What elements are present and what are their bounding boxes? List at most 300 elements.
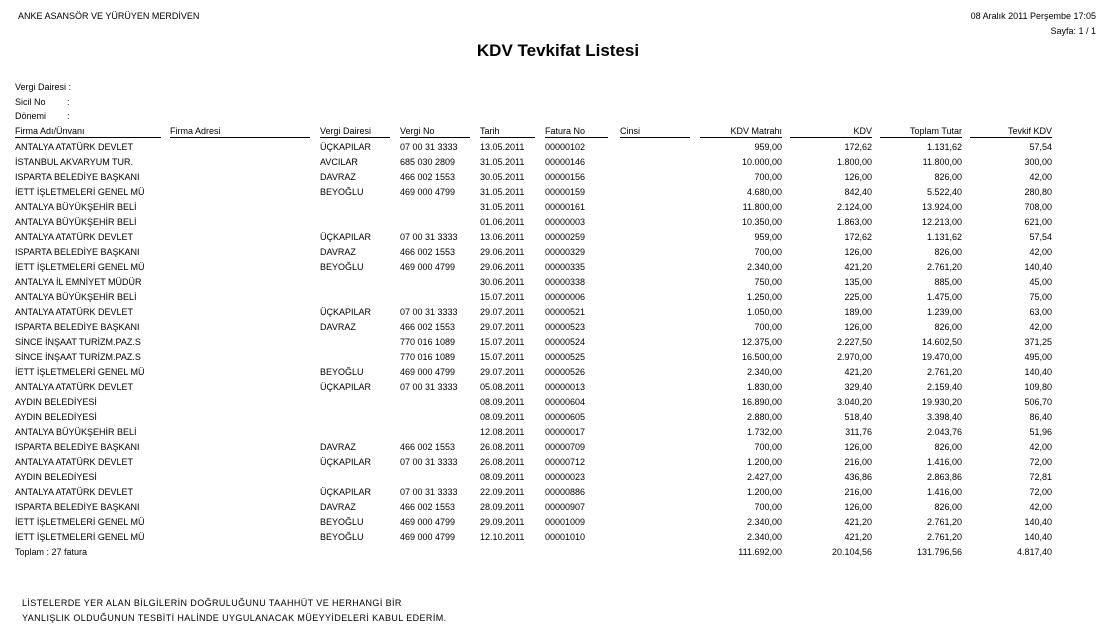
- cell-tevkif-kdv: 621,00: [1024, 217, 1052, 227]
- cell-firma-adi: İETT İŞLETMELERİ GENEL MÜ: [15, 367, 145, 377]
- col-toplam-tutar: Toplam Tutar: [880, 125, 962, 138]
- cell-tevkif-kdv: 300,00: [1024, 157, 1052, 167]
- cell-kdv: 421,20: [844, 367, 872, 377]
- cell-firma-adi: ANTALYA BÜYÜKŞEHİR BELİ: [15, 292, 137, 302]
- cell-kdv: 225,00: [844, 292, 872, 302]
- cell-kdv: 311,76: [845, 427, 872, 437]
- cell-tevkif-kdv: 72,00: [1029, 457, 1052, 467]
- cell-tarih: 12.08.2011: [480, 427, 525, 437]
- cell-cinsi: [620, 305, 690, 320]
- table-row: [0, 425, 1108, 440]
- cell-fatura-no: 00000146: [545, 157, 586, 167]
- cell-kdv-matrahi: 1.732,00: [746, 427, 782, 437]
- table-row: [0, 350, 1108, 365]
- cell-kdv-matrahi: 4.680,00: [746, 187, 782, 197]
- cell-tevkif-kdv: 42,00: [1029, 442, 1052, 452]
- cell-toplam-tutar: 1.131,62: [926, 232, 962, 242]
- table-row: [0, 185, 1108, 200]
- cell-toplam-tutar: 826,00: [934, 172, 962, 182]
- cell-tevkif-kdv: 72,00: [1029, 487, 1052, 497]
- cell-kdv: 2.227,50: [836, 337, 872, 347]
- cell-firma-adi: ISPARTA BELEDİYE BAŞKANI: [15, 322, 140, 332]
- cell-vergi-dairesi: [320, 350, 395, 365]
- cell-tarih: 29.07.2011: [480, 307, 525, 317]
- cell-kdv-matrahi: 700,00: [754, 442, 782, 452]
- cell-vergi-no: [400, 395, 475, 410]
- cell-tarih: 29.06.2011: [480, 262, 525, 272]
- cell-tarih: 13.06.2011: [480, 232, 525, 242]
- cell-cinsi: [620, 350, 690, 365]
- cell-tevkif-kdv: 45,00: [1029, 277, 1052, 287]
- total-toplam-tutar: 131.796,56: [916, 547, 962, 557]
- cell-firma-adi: İSTANBUL AKVARYUM TUR.: [15, 157, 134, 167]
- cell-tarih: 31.05.2011: [480, 157, 525, 167]
- cell-firma-adresi: [170, 515, 310, 530]
- cell-cinsi: [620, 245, 690, 260]
- col-tarih: Tarih: [480, 125, 535, 138]
- cell-toplam-tutar: 1.416,00: [926, 457, 962, 467]
- table-row: [0, 260, 1108, 275]
- table-row: [0, 290, 1108, 305]
- cell-kdv: 842,40: [844, 187, 872, 197]
- cell-fatura-no: 00000013: [545, 382, 586, 392]
- cell-vergi-dairesi: [320, 470, 395, 485]
- cell-firma-adi: ANTALYA İL EMNİYET MÜDÜR: [15, 277, 142, 287]
- cell-firma-adi: ANTALYA ATATÜRK DEVLET: [15, 142, 134, 152]
- cell-firma-adi: ANTALYA BÜYÜKŞEHİR BELİ: [15, 217, 137, 227]
- cell-tevkif-kdv: 708,00: [1024, 202, 1052, 212]
- cell-vergi-dairesi: BEYOĞLU: [320, 367, 364, 377]
- cell-vergi-no: 469 000 4799: [400, 262, 456, 272]
- table-row: [0, 335, 1108, 350]
- cell-firma-adresi: [170, 455, 310, 470]
- cell-vergi-no: 469 000 4799: [400, 517, 456, 527]
- cell-toplam-tutar: 2.761,20: [926, 532, 962, 542]
- cell-cinsi: [620, 170, 690, 185]
- cell-kdv: 2.124,00: [836, 202, 872, 212]
- table-row: [0, 455, 1108, 470]
- cell-cinsi: [620, 215, 690, 230]
- cell-tevkif-kdv: 495,00: [1024, 352, 1052, 362]
- table-row: [0, 200, 1108, 215]
- cell-toplam-tutar: 1.239,00: [926, 307, 962, 317]
- cell-cinsi: [620, 410, 690, 425]
- cell-vergi-dairesi: ÜÇKAPILAR: [320, 457, 372, 467]
- cell-toplam-tutar: 2.761,20: [926, 367, 962, 377]
- cell-fatura-no: 00000329: [545, 247, 586, 257]
- cell-tarih: 12.10.2011: [480, 532, 525, 542]
- cell-vergi-dairesi: [320, 290, 395, 305]
- cell-firma-adresi: [170, 470, 310, 485]
- table-row: [0, 530, 1108, 545]
- cell-kdv: 421,20: [844, 517, 872, 527]
- cell-vergi-no: 07 00 31 3333: [400, 232, 458, 242]
- table-row: [0, 380, 1108, 395]
- cell-vergi-dairesi: [320, 410, 395, 425]
- table-row: [0, 140, 1108, 155]
- cell-tevkif-kdv: 109,80: [1024, 382, 1052, 392]
- cell-vergi-dairesi: [320, 395, 395, 410]
- cell-tarih: 29.07.2011: [480, 367, 525, 377]
- cell-tarih: 31.05.2011: [480, 187, 525, 197]
- cell-tarih: 26.08.2011: [480, 457, 525, 467]
- cell-vergi-no: [400, 410, 475, 425]
- cell-cinsi: [620, 230, 690, 245]
- cell-firma-adi: AYDIN BELEDİYESİ: [15, 397, 97, 407]
- cell-firma-adresi: [170, 290, 310, 305]
- table-row: [0, 230, 1108, 245]
- cell-tevkif-kdv: 140,40: [1024, 532, 1052, 542]
- cell-firma-adresi: [170, 350, 310, 365]
- cell-toplam-tutar: 2.863,86: [926, 472, 962, 482]
- col-firma-adresi: Firma Adresi: [170, 125, 310, 138]
- meta-value: :: [67, 111, 70, 121]
- cell-tarih: 26.08.2011: [480, 442, 525, 452]
- cell-vergi-no: [400, 290, 475, 305]
- cell-fatura-no: 00000161: [545, 202, 586, 212]
- cell-cinsi: [620, 290, 690, 305]
- cell-vergi-no: 07 00 31 3333: [400, 382, 458, 392]
- cell-kdv-matrahi: 700,00: [754, 322, 782, 332]
- cell-firma-adresi: [170, 530, 310, 545]
- cell-tarih: 28.09.2011: [480, 502, 525, 512]
- cell-tevkif-kdv: 51,96: [1029, 427, 1052, 437]
- page-number: Sayfa: 1 / 1: [1050, 26, 1096, 36]
- cell-vergi-dairesi: ÜÇKAPILAR: [320, 382, 372, 392]
- cell-vergi-dairesi: AVCILAR: [320, 157, 358, 167]
- table-row: [0, 365, 1108, 380]
- cell-kdv: 216,00: [844, 487, 872, 497]
- cell-tevkif-kdv: 140,40: [1024, 262, 1052, 272]
- cell-firma-adi: ANTALYA ATATÜRK DEVLET: [15, 232, 134, 242]
- meta-donemi: [15, 111, 70, 121]
- cell-vergi-no: 07 00 31 3333: [400, 457, 458, 467]
- cell-firma-adresi: [170, 185, 310, 200]
- total-kdv-matrahi: 111.692,00: [738, 547, 782, 557]
- meta-label: Sicil No: [15, 97, 46, 107]
- declaration-line-1: LİSTELERDE YER ALAN BİLGİLERİN DOĞRULUĞUNU TAAHHÜT VE HERHANGİ BİR: [22, 598, 402, 608]
- cell-toplam-tutar: 826,00: [934, 442, 962, 452]
- cell-firma-adresi: [170, 395, 310, 410]
- cell-firma-adresi: [170, 320, 310, 335]
- cell-tarih: 29.06.2011: [480, 247, 525, 257]
- cell-firma-adi: İETT İŞLETMELERİ GENEL MÜ: [15, 517, 145, 527]
- table-row: [0, 410, 1108, 425]
- cell-vergi-dairesi: DAVRAZ: [320, 502, 356, 512]
- cell-tevkif-kdv: 57,54: [1029, 142, 1052, 152]
- cell-vergi-dairesi: ÜÇKAPILAR: [320, 232, 372, 242]
- cell-vergi-no: 685 030 2809: [400, 157, 456, 167]
- cell-toplam-tutar: 826,00: [934, 502, 962, 512]
- cell-vergi-dairesi: BEYOĞLU: [320, 187, 364, 197]
- cell-kdv: 1.800,00: [836, 157, 872, 167]
- cell-toplam-tutar: 2.043,76: [926, 427, 962, 437]
- cell-fatura-no: 00000907: [545, 502, 586, 512]
- cell-fatura-no: 00000605: [545, 412, 586, 422]
- cell-kdv-matrahi: 1.250,00: [746, 292, 782, 302]
- cell-tarih: 22.09.2011: [480, 487, 525, 497]
- cell-firma-adresi: [170, 305, 310, 320]
- declaration-footer: [22, 596, 447, 626]
- cell-cinsi: [620, 155, 690, 170]
- cell-vergi-dairesi: ÜÇKAPILAR: [320, 142, 372, 152]
- cell-vergi-no: 07 00 31 3333: [400, 487, 458, 497]
- cell-toplam-tutar: 1.416,00: [926, 487, 962, 497]
- cell-kdv-matrahi: 1.200,00: [746, 457, 782, 467]
- table-row: [0, 320, 1108, 335]
- table-row: [0, 395, 1108, 410]
- cell-kdv-matrahi: 2.340,00: [746, 262, 782, 272]
- cell-vergi-dairesi: BEYOĞLU: [320, 262, 364, 272]
- cell-tarih: 15.07.2011: [480, 352, 525, 362]
- cell-kdv: 172,62: [844, 142, 872, 152]
- table-body: [0, 140, 1108, 545]
- total-kdv: 20.104,56: [831, 547, 872, 557]
- cell-tevkif-kdv: 75,00: [1029, 292, 1052, 302]
- cell-firma-adi: ANTALYA ATATÜRK DEVLET: [15, 307, 134, 317]
- cell-fatura-no: 00000006: [545, 292, 586, 302]
- table-row: [0, 275, 1108, 290]
- cell-toplam-tutar: 3.398,40: [926, 412, 962, 422]
- cell-vergi-no: [400, 200, 475, 215]
- cell-vergi-dairesi: BEYOĞLU: [320, 532, 364, 542]
- table-row: [0, 500, 1108, 515]
- cell-firma-adresi: [170, 155, 310, 170]
- cell-tarih: 08.09.2011: [480, 412, 525, 422]
- cell-firma-adi: ISPARTA BELEDİYE BAŞKANI: [15, 247, 140, 257]
- meta-label: Vergi Dairesi :: [15, 82, 72, 92]
- cell-firma-adi: ISPARTA BELEDİYE BAŞKANI: [15, 502, 140, 512]
- cell-cinsi: [620, 470, 690, 485]
- cell-toplam-tutar: 826,00: [934, 322, 962, 332]
- cell-kdv: 135,00: [844, 277, 872, 287]
- cell-vergi-dairesi: [320, 335, 395, 350]
- cell-firma-adresi: [170, 425, 310, 440]
- cell-vergi-dairesi: [320, 215, 395, 230]
- cell-vergi-dairesi: DAVRAZ: [320, 172, 356, 182]
- cell-tarih: 13.05.2011: [480, 142, 525, 152]
- cell-tevkif-kdv: 72,81: [1029, 472, 1052, 482]
- cell-kdv-matrahi: 12.375,00: [741, 337, 782, 347]
- cell-vergi-dairesi: DAVRAZ: [320, 442, 356, 452]
- table-row: [0, 485, 1108, 500]
- cell-firma-adresi: [170, 245, 310, 260]
- company-name: ANKE ASANSÖR VE YÜRÜYEN MERDİVEN: [18, 11, 200, 21]
- cell-vergi-no: 466 002 1553: [400, 442, 456, 452]
- cell-firma-adresi: [170, 440, 310, 455]
- cell-kdv-matrahi: 10.350,00: [741, 217, 782, 227]
- cell-fatura-no: 00000159: [545, 187, 586, 197]
- cell-cinsi: [620, 395, 690, 410]
- cell-kdv-matrahi: 1.200,00: [746, 487, 782, 497]
- cell-fatura-no: 00000525: [545, 352, 586, 362]
- cell-kdv-matrahi: 1.050,00: [746, 307, 782, 317]
- cell-fatura-no: 00001009: [545, 517, 586, 527]
- table-row: [0, 155, 1108, 170]
- cell-vergi-dairesi: DAVRAZ: [320, 247, 356, 257]
- cell-kdv: 126,00: [844, 172, 872, 182]
- cell-cinsi: [620, 380, 690, 395]
- cell-firma-adresi: [170, 170, 310, 185]
- cell-kdv-matrahi: 10.000,00: [741, 157, 782, 167]
- cell-fatura-no: 00000003: [545, 217, 586, 227]
- cell-kdv: 216,00: [844, 457, 872, 467]
- table-row: [0, 515, 1108, 530]
- cell-cinsi: [620, 500, 690, 515]
- table-row: [0, 440, 1108, 455]
- cell-vergi-dairesi: ÜÇKAPILAR: [320, 307, 372, 317]
- cell-fatura-no: 00000604: [545, 397, 586, 407]
- table-row: [0, 215, 1108, 230]
- cell-vergi-dairesi: [320, 200, 395, 215]
- cell-kdv-matrahi: 16.890,00: [741, 397, 782, 407]
- cell-cinsi: [620, 260, 690, 275]
- cell-vergi-no: [400, 275, 475, 290]
- cell-kdv: 126,00: [844, 322, 872, 332]
- cell-tevkif-kdv: 506,70: [1024, 397, 1052, 407]
- cell-firma-adi: SİNCE İNŞAAT TURİZM.PAZ.S: [15, 337, 141, 347]
- cell-toplam-tutar: 1.131,62: [926, 142, 962, 152]
- cell-firma-adresi: [170, 335, 310, 350]
- cell-toplam-tutar: 14.602,50: [921, 337, 962, 347]
- cell-tevkif-kdv: 42,00: [1029, 322, 1052, 332]
- cell-kdv-matrahi: 2.427,00: [746, 472, 782, 482]
- cell-firma-adi: ANTALYA BÜYÜKŞEHİR BELİ: [15, 427, 137, 437]
- col-fatura-no: Fatura No: [545, 125, 608, 138]
- meta-sicil-no: [15, 97, 70, 107]
- cell-toplam-tutar: 5.522,40: [926, 187, 962, 197]
- cell-cinsi: [620, 440, 690, 455]
- col-cinsi: Cinsi: [620, 125, 690, 138]
- cell-fatura-no: 00000102: [545, 142, 586, 152]
- cell-vergi-no: [400, 425, 475, 440]
- cell-vergi-no: 770 016 1089: [400, 337, 456, 347]
- cell-toplam-tutar: 11.800,00: [922, 157, 962, 167]
- cell-vergi-no: 469 000 4799: [400, 187, 456, 197]
- cell-tarih: 31.05.2011: [480, 202, 525, 212]
- cell-fatura-no: 00000023: [545, 472, 586, 482]
- cell-vergi-no: 469 000 4799: [400, 532, 456, 542]
- cell-kdv: 172,62: [844, 232, 872, 242]
- total-tevkif-kdv: 4.817,40: [1016, 547, 1052, 557]
- cell-fatura-no: 00000017: [545, 427, 586, 437]
- cell-firma-adi: AYDIN BELEDİYESİ: [15, 472, 97, 482]
- cell-kdv-matrahi: 2.340,00: [746, 517, 782, 527]
- cell-tevkif-kdv: 371,25: [1024, 337, 1052, 347]
- declaration-line-2: YANLIŞLIK OLDUĞUNUN TESBİTİ HALİNDE UYGULANACAK MÜEYYİDELERİ KABUL EDERİM.: [22, 613, 447, 623]
- col-vergi-dairesi: Vergi Dairesi: [320, 125, 390, 138]
- cell-cinsi: [620, 530, 690, 545]
- cell-firma-adi: ISPARTA BELEDİYE BAŞKANI: [15, 172, 140, 182]
- cell-cinsi: [620, 320, 690, 335]
- col-tevkif-kdv: Tevkif KDV: [970, 125, 1052, 138]
- cell-firma-adi: ANTALYA ATATÜRK DEVLET: [15, 382, 134, 392]
- cell-tevkif-kdv: 140,40: [1024, 367, 1052, 377]
- cell-kdv: 421,20: [844, 262, 872, 272]
- cell-vergi-no: 466 002 1553: [400, 502, 456, 512]
- cell-tarih: 01.06.2011: [480, 217, 525, 227]
- cell-firma-adi: ANTALYA BÜYÜKŞEHİR BELİ: [15, 202, 137, 212]
- cell-tarih: 15.07.2011: [480, 292, 525, 302]
- cell-kdv: 518,40: [844, 412, 872, 422]
- table-row: [0, 245, 1108, 260]
- cell-kdv-matrahi: 700,00: [754, 247, 782, 257]
- cell-vergi-no: 466 002 1553: [400, 172, 456, 182]
- cell-tarih: 30.05.2011: [480, 172, 525, 182]
- meta-label: Dönemi: [15, 111, 47, 121]
- cell-cinsi: [620, 455, 690, 470]
- cell-firma-adi: ISPARTA BELEDİYE BAŞKANI: [15, 442, 140, 452]
- cell-toplam-tutar: 1.475,00: [926, 292, 962, 302]
- cell-kdv-matrahi: 2.340,00: [746, 367, 782, 377]
- cell-tarih: 08.09.2011: [480, 472, 525, 482]
- cell-tevkif-kdv: 42,00: [1029, 247, 1052, 257]
- cell-tarih: 29.09.2011: [480, 517, 525, 527]
- cell-fatura-no: 00000259: [545, 232, 586, 242]
- cell-vergi-no: 07 00 31 3333: [400, 307, 458, 317]
- col-kdv-matrahi: KDV Matrahı: [700, 125, 782, 138]
- page-title: KDV Tevkifat Listesi: [476, 41, 640, 60]
- cell-toplam-tutar: 13.924,00: [921, 202, 962, 212]
- cell-vergi-no: 469 000 4799: [400, 367, 456, 377]
- cell-tevkif-kdv: 280,80: [1024, 187, 1052, 197]
- cell-fatura-no: 00001010: [545, 532, 586, 542]
- col-firma-adi: Firma Adı/Ünvanı: [15, 125, 161, 138]
- cell-cinsi: [620, 515, 690, 530]
- cell-firma-adresi: [170, 200, 310, 215]
- cell-kdv: 3.040,20: [836, 397, 872, 407]
- cell-tarih: 05.08.2011: [480, 382, 525, 392]
- report-datetime: 08 Aralık 2011 Perşembe 17:05: [970, 11, 1096, 21]
- cell-cinsi: [620, 185, 690, 200]
- cell-cinsi: [620, 485, 690, 500]
- cell-fatura-no: 00000526: [545, 367, 586, 377]
- cell-toplam-tutar: 12.213,00: [921, 217, 962, 227]
- cell-fatura-no: 00000335: [545, 262, 586, 272]
- cell-vergi-no: 770 016 1089: [400, 352, 456, 362]
- cell-vergi-no: 466 002 1553: [400, 247, 456, 257]
- cell-kdv: 436,86: [844, 472, 872, 482]
- cell-vergi-dairesi: [320, 425, 395, 440]
- cell-firma-adresi: [170, 380, 310, 395]
- cell-firma-adi: İETT İŞLETMELERİ GENEL MÜ: [15, 187, 145, 197]
- cell-fatura-no: 00000886: [545, 487, 586, 497]
- cell-tarih: 30.06.2011: [480, 277, 525, 287]
- cell-vergi-dairesi: DAVRAZ: [320, 322, 356, 332]
- cell-cinsi: [620, 335, 690, 350]
- cell-tevkif-kdv: 140,40: [1024, 517, 1052, 527]
- cell-firma-adi: AYDIN BELEDİYESİ: [15, 412, 97, 422]
- cell-kdv: 126,00: [844, 442, 872, 452]
- cell-kdv: 126,00: [844, 247, 872, 257]
- cell-fatura-no: 00000523: [545, 322, 586, 332]
- cell-vergi-no: 466 002 1553: [400, 322, 456, 332]
- cell-tarih: 15.07.2011: [480, 337, 525, 347]
- cell-kdv: 126,00: [844, 502, 872, 512]
- cell-firma-adresi: [170, 260, 310, 275]
- table-row: [0, 305, 1108, 320]
- cell-vergi-dairesi: ÜÇKAPILAR: [320, 487, 372, 497]
- cell-kdv-matrahi: 16.500,00: [741, 352, 782, 362]
- cell-kdv-matrahi: 2.340,00: [746, 532, 782, 542]
- cell-tevkif-kdv: 57,54: [1029, 232, 1052, 242]
- cell-fatura-no: 00000338: [545, 277, 586, 287]
- cell-firma-adresi: [170, 140, 310, 155]
- cell-firma-adresi: [170, 500, 310, 515]
- cell-toplam-tutar: 2.761,20: [926, 517, 962, 527]
- cell-cinsi: [620, 200, 690, 215]
- cell-toplam-tutar: 2.159,40: [926, 382, 962, 392]
